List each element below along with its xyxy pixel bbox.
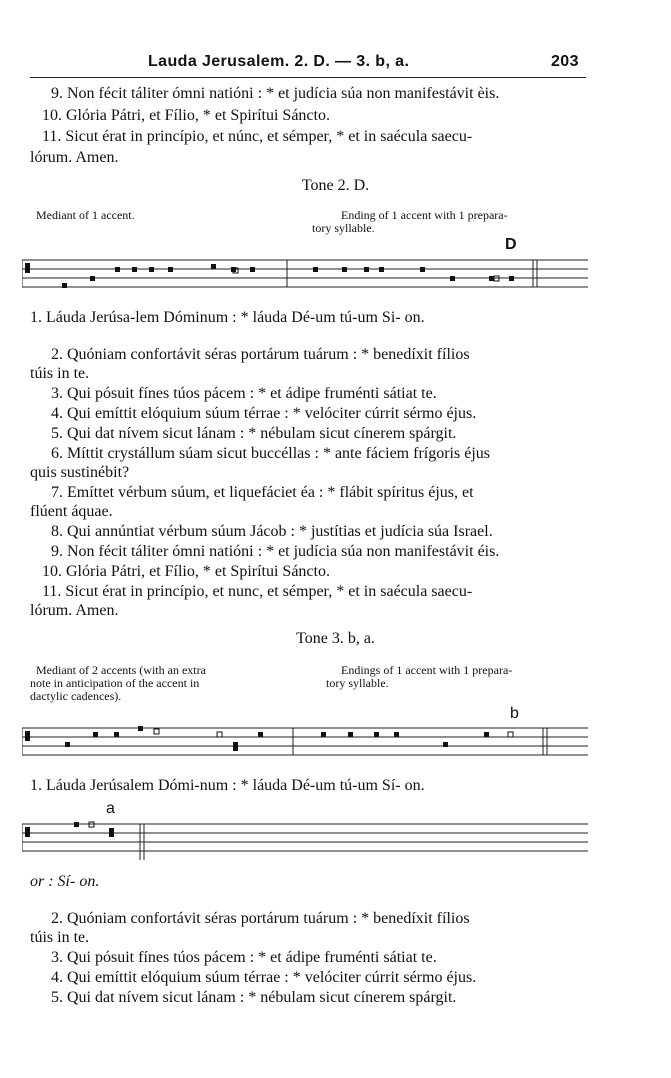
tone-3-staff-2	[22, 818, 588, 864]
header-rule	[30, 77, 586, 78]
tone-2-ending-label: Ending of 1 accent with 1 prepara-	[341, 208, 508, 222]
verse-line: 6. Míttit crystállum súam sicut buccéllas : * ante fáciem frígoris éjus	[51, 445, 490, 462]
tone-2-ending-label-cont: tory syllable.	[312, 221, 375, 235]
tone-2-mediant-label: Mediant of 1 accent.	[36, 208, 135, 222]
tone-2-ending-letter: D	[505, 236, 517, 253]
verse-line: 9. Non fécit táliter ómni natióni : * et judícia súa non manifestávit ѐis.	[51, 85, 500, 102]
verse-line: 11. Sicut érat in princípio, et núnc, et sémper, * et in saécula saecu-	[42, 128, 473, 145]
tone-3-alt-ending: or : Sí- on.	[30, 873, 100, 890]
tone-2-verse-1: 1. Láuda Jerúsa-lem Dóminum : * láuda Dé-um tú-um Si- on.	[30, 309, 425, 326]
running-header	[0, 51, 671, 75]
tone-3-ending-letter-b: b	[510, 705, 519, 722]
verse-line: 5. Qui dat nívem sicut lánam : * nébulam sicut cínerem spárgit.	[51, 425, 457, 442]
verse-line: 5. Qui dat nívem sicut lánam : * nébulam sicut cínerem spárgit.	[51, 989, 457, 1006]
tone-3-mediant-label-cont: dactylic cadences).	[30, 689, 122, 703]
verse-line: túis in te.	[30, 929, 90, 946]
verse-line: 10. Glória Pátri, et Fílio, * et Spirítui Sáncto.	[42, 563, 330, 580]
tone-3-title: Tone 3. b, a.	[296, 630, 375, 647]
tone-3-mediant-label: Mediant of 2 accents (with an extra	[36, 663, 206, 677]
tone-2-title: Tone 2. D.	[301, 177, 370, 194]
verse-line: 3. Qui pósuit fínes túos pácem : * et ádipe fruménti sátiat te.	[51, 385, 437, 402]
tone-3-mediant-label-cont: note in anticipation of the accent in	[30, 676, 200, 690]
verse-line: 2. Quóniam confortávit séras portárum tuárum : * benedíxit fílios	[51, 346, 470, 363]
verse-line: 9. Non fécit táliter ómni natióni : * et judícia súa non manifestávit éis.	[51, 543, 500, 560]
tone-3-ending-letter-a: a	[106, 800, 115, 817]
verse-line: túis in te.	[30, 365, 90, 382]
verse-line: 10. Glória Pátri, et Fílio, * et Spirítui Sáncto.	[42, 107, 330, 124]
page-number: 203	[551, 53, 579, 70]
running-title: Lauda Jerusalem. 2. D. — 3. b, a.	[148, 53, 410, 70]
verse-line: lórum. Amen.	[30, 149, 119, 166]
verse-line: 4. Qui emíttit elóquium súum térrae : * velóciter cúrrit sérmo éjus.	[51, 969, 477, 986]
tone-2-staff	[22, 254, 588, 300]
tone-3-staff-1	[22, 722, 588, 768]
verse-line: quis sustinébit?	[30, 464, 130, 481]
tone-3-ending-label-cont: tory syllable.	[326, 676, 389, 690]
verse-line: 11. Sicut érat in princípio, et nunc, et sémper, * et in saécula saecu-	[42, 583, 473, 600]
verse-line: 7. Emíttet vérbum súum, et liquefáciet éa : * flábit spíritus éjus, et	[51, 484, 474, 501]
verse-line: 3. Qui pósuit fínes túos pácem : * et ádipe fruménti sátiat te.	[51, 949, 437, 966]
verse-line: 4. Qui emíttit elóquium súum térrae : * velóciter cúrrit sérmo éjus.	[51, 405, 477, 422]
verse-line: 8. Qui annúntiat vérbum súum Jácob : * justítias et judícia súa Israel.	[51, 523, 493, 540]
tone-3-verse-1: 1. Láuda Jerúsalem Dómi-num : * láuda Dé-um tú-um Sí- on.	[30, 777, 425, 794]
tone-3-ending-label: Endings of 1 accent with 1 prepara-	[341, 663, 513, 677]
verse-line: lórum. Amen.	[30, 602, 119, 619]
verse-line: 2. Quóniam confortávit séras portárum tuárum : * benedíxit fílios	[51, 910, 470, 927]
verse-line: flúent áquae.	[30, 503, 113, 520]
